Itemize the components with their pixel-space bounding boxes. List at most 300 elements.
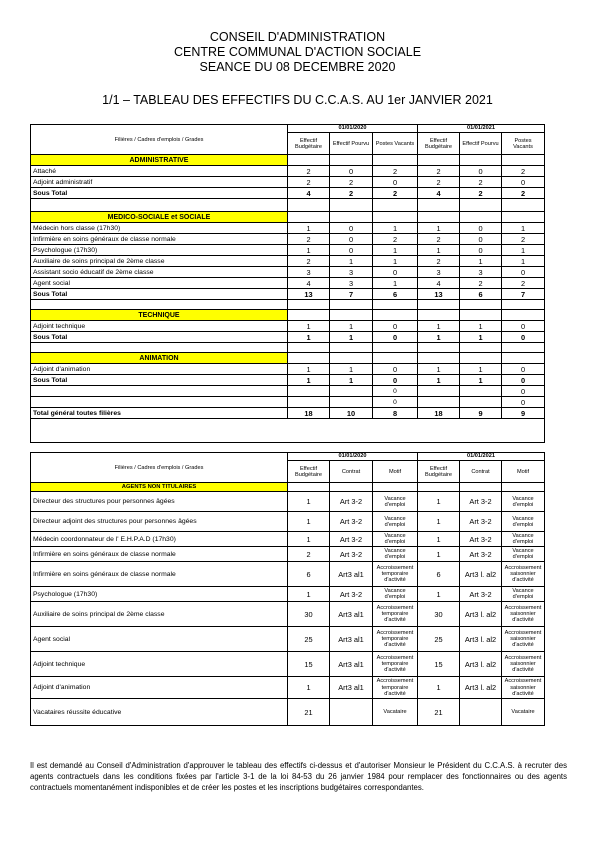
motif-value: Vacance d'emploi bbox=[373, 512, 418, 532]
table-row bbox=[31, 364, 545, 375]
empty-cell bbox=[31, 386, 288, 397]
effectif-value: 15 bbox=[288, 652, 330, 677]
value-cell: 2 bbox=[288, 256, 330, 267]
table-row bbox=[31, 602, 545, 627]
value-cell: 2 bbox=[460, 177, 502, 188]
effectif-value: 6 bbox=[418, 562, 460, 587]
empty-cell bbox=[502, 199, 545, 212]
empty-cell bbox=[502, 353, 545, 364]
value-cell: 1 bbox=[502, 245, 545, 256]
value-cell: 2 bbox=[460, 278, 502, 289]
grade-label: Auxiliaire de soins principal de 2ème classe bbox=[31, 256, 288, 267]
empty-cell bbox=[288, 212, 330, 223]
period-header-row bbox=[31, 125, 545, 133]
motif-value: Vacance d'emploi bbox=[373, 492, 418, 512]
table-row bbox=[31, 532, 545, 547]
empty-cell bbox=[330, 212, 373, 223]
value-cell: 0 bbox=[502, 397, 545, 408]
value-cell: 0 bbox=[373, 177, 418, 188]
table-row bbox=[31, 677, 545, 699]
effectif-value: 1 bbox=[418, 492, 460, 512]
table-row bbox=[31, 166, 545, 177]
motif-value: Vacataire bbox=[502, 699, 545, 726]
subtotal-value: 1 bbox=[460, 375, 502, 386]
empty-cell bbox=[460, 397, 502, 408]
effectif-value: 25 bbox=[288, 627, 330, 652]
period-2021-header: 01/01/2021 bbox=[418, 125, 545, 133]
grade-label: Directeur des structures pour personnes âgées bbox=[31, 492, 288, 512]
grade-label: Infirmière en soins généraux de classe normale bbox=[31, 562, 288, 587]
table-row bbox=[31, 699, 545, 726]
value-cell: 0 bbox=[373, 364, 418, 375]
contrat-value: Art 3-2 bbox=[330, 547, 373, 562]
empty-cell bbox=[288, 155, 330, 166]
total-value: 18 bbox=[418, 408, 460, 419]
empty-cell bbox=[288, 353, 330, 364]
effectif-value: 2 bbox=[288, 547, 330, 562]
value-cell: 2 bbox=[418, 234, 460, 245]
value-cell: 1 bbox=[373, 256, 418, 267]
grade-label: Psychologue (17h30) bbox=[31, 587, 288, 602]
value-cell: 1 bbox=[330, 321, 373, 332]
value-cell: 2 bbox=[373, 234, 418, 245]
motif-header: Motif bbox=[502, 461, 545, 483]
subtotal-value: 13 bbox=[288, 289, 330, 300]
agents-non-titulaires-table bbox=[30, 452, 545, 726]
value-cell: 0 bbox=[330, 223, 373, 234]
grade-label: Adjoint d'animation bbox=[31, 677, 288, 699]
value-cell: 1 bbox=[418, 321, 460, 332]
column-label-header: Filières / Cadres d'emplois / Grades bbox=[31, 125, 288, 155]
approval-paragraph: Il est demandé au Conseil d'Administration d'approuver le tableau des effectifs ci-dessus et d'autoriser Monsieur le Président du C.C.A.S. à recruter des agents contractuels dans les conditions fixées par l'article 3-1 de la loi 84-53 du 26 janvier 1984 pour remplacer des fonctionnaires ou des agents contractuels momentanément indisponibles et de créer les postes et les inscriptions budgétaires correspondantes. bbox=[30, 761, 567, 792]
empty-cell bbox=[418, 386, 460, 397]
empty-cell bbox=[373, 212, 418, 223]
effectif-value: 15 bbox=[418, 652, 460, 677]
subtotal-value: 0 bbox=[373, 332, 418, 343]
grade-label: Médecin coordonnateur de l' E.H.P.A.D (17h30) bbox=[31, 532, 288, 547]
effectifs-table bbox=[30, 124, 545, 443]
value-cell: 2 bbox=[502, 278, 545, 289]
document-subtitle: 1/1 – TABLEAU DES EFFECTIFS DU C.C.A.S. AU 1er JANVIER 2021 bbox=[102, 93, 493, 107]
section-title: MEDICO-SOCIALE et SOCIALE bbox=[31, 212, 288, 223]
grade-label: Directeur adjoint des structures pour personnes âgées bbox=[31, 512, 288, 532]
value-cell: 1 bbox=[288, 223, 330, 234]
grade-label: Infirmière en soins généraux de classe normale bbox=[31, 547, 288, 562]
empty-cell bbox=[288, 397, 330, 408]
value-cell: 3 bbox=[330, 278, 373, 289]
empty-cell bbox=[330, 343, 373, 353]
empty-cell bbox=[288, 343, 330, 353]
subtotal-value: 7 bbox=[330, 289, 373, 300]
motif-value: Accroissement saisonnier d'activité bbox=[502, 602, 545, 627]
subtotal-row bbox=[31, 289, 545, 300]
blank-row bbox=[31, 419, 545, 443]
contrat-value: Art3 al1 bbox=[330, 677, 373, 699]
spacer-row bbox=[31, 343, 545, 353]
value-cell: 2 bbox=[502, 166, 545, 177]
period-2021-header: 01/01/2021 bbox=[418, 453, 545, 461]
motif-value: Vacataire bbox=[373, 699, 418, 726]
empty-cell bbox=[373, 155, 418, 166]
empty-cell bbox=[502, 483, 545, 492]
motif-value: Vacance d'emploi bbox=[502, 532, 545, 547]
empty-cell bbox=[373, 310, 418, 321]
value-cell: 0 bbox=[373, 321, 418, 332]
effectif-value: 1 bbox=[288, 587, 330, 602]
section-header-row bbox=[31, 155, 545, 166]
motif-value: Vacance d'emploi bbox=[373, 547, 418, 562]
motif-header: Motif bbox=[373, 461, 418, 483]
subtotal-row bbox=[31, 375, 545, 386]
subtotal-value: 0 bbox=[502, 375, 545, 386]
value-cell: 0 bbox=[460, 223, 502, 234]
effectif-value: 1 bbox=[418, 547, 460, 562]
grade-label: Agent social bbox=[31, 627, 288, 652]
subtotal-value: 4 bbox=[418, 188, 460, 199]
motif-value: Accroissement temporaire d'activité bbox=[373, 652, 418, 677]
table-row bbox=[31, 547, 545, 562]
empty-cell bbox=[460, 300, 502, 310]
subtotal-value: 0 bbox=[373, 375, 418, 386]
empty-cell bbox=[418, 199, 460, 212]
subtotal-value: 1 bbox=[460, 332, 502, 343]
empty-cell bbox=[418, 155, 460, 166]
empty-cell bbox=[418, 483, 460, 492]
value-cell: 3 bbox=[418, 267, 460, 278]
empty-cell bbox=[31, 343, 288, 353]
empty-cell bbox=[330, 353, 373, 364]
empty-cell bbox=[330, 397, 373, 408]
spacer-row bbox=[31, 199, 545, 212]
empty-cell bbox=[460, 386, 502, 397]
effectif-budgetaire-header: Effectif Budgétaire bbox=[288, 461, 330, 483]
period-2020-header: 01/01/2020 bbox=[288, 125, 418, 133]
empty-cell bbox=[330, 300, 373, 310]
value-cell: 2 bbox=[330, 177, 373, 188]
value-cell: 0 bbox=[330, 245, 373, 256]
effectif-value: 30 bbox=[418, 602, 460, 627]
value-cell: 0 bbox=[330, 234, 373, 245]
value-cell: 0 bbox=[460, 166, 502, 177]
empty-cell bbox=[31, 300, 288, 310]
value-cell: 0 bbox=[502, 267, 545, 278]
empty-cell bbox=[460, 343, 502, 353]
value-cell: 1 bbox=[288, 364, 330, 375]
table-row bbox=[31, 321, 545, 332]
effectif-value: 1 bbox=[418, 532, 460, 547]
motif-value: Vacance d'emploi bbox=[373, 587, 418, 602]
value-cell: 3 bbox=[288, 267, 330, 278]
contrat-value: Art 3-2 bbox=[330, 532, 373, 547]
motif-value: Accroissement saisonnier d'activité bbox=[502, 562, 545, 587]
total-value: 10 bbox=[330, 408, 373, 419]
contrat-value: Art 3-2 bbox=[330, 492, 373, 512]
motif-value: Accroissement saisonnier d'activité bbox=[502, 652, 545, 677]
subtotal-value: 2 bbox=[373, 188, 418, 199]
extra-row bbox=[31, 397, 545, 408]
empty-cell: 0 bbox=[373, 386, 418, 397]
effectif-value: 6 bbox=[288, 562, 330, 587]
contrat-value: Art3 l. al2 bbox=[460, 652, 502, 677]
contrat-value: Art3 al1 bbox=[330, 562, 373, 587]
extra-row bbox=[31, 386, 545, 397]
value-cell: 1 bbox=[502, 256, 545, 267]
table-row bbox=[31, 256, 545, 267]
value-cell: 1 bbox=[502, 223, 545, 234]
value-cell: 4 bbox=[418, 278, 460, 289]
contrat-value: Art3 al1 bbox=[330, 602, 373, 627]
table-row bbox=[31, 278, 545, 289]
section-header-row bbox=[31, 310, 545, 321]
motif-value: Vacance d'emploi bbox=[502, 547, 545, 562]
motif-value: Accroissement saisonnier d'activité bbox=[502, 627, 545, 652]
contrat-value: Art3 al1 bbox=[330, 627, 373, 652]
value-cell: 1 bbox=[288, 245, 330, 256]
contrat-value: Art 3-2 bbox=[330, 587, 373, 602]
period-header-row bbox=[31, 453, 545, 461]
motif-value: Vacance d'emploi bbox=[502, 512, 545, 532]
value-cell: 4 bbox=[288, 278, 330, 289]
subtotal-value: 1 bbox=[418, 332, 460, 343]
table-row bbox=[31, 492, 545, 512]
empty-cell bbox=[31, 419, 545, 443]
empty-cell bbox=[502, 155, 545, 166]
effectif-value: 1 bbox=[418, 677, 460, 699]
value-cell: 2 bbox=[418, 166, 460, 177]
empty-cell bbox=[31, 397, 288, 408]
value-cell: 1 bbox=[460, 364, 502, 375]
subtotal-label: Sous Total bbox=[31, 188, 288, 199]
empty-cell bbox=[330, 155, 373, 166]
effectif-value: 25 bbox=[418, 627, 460, 652]
value-cell: 0 bbox=[460, 245, 502, 256]
subtotal-label: Sous Total bbox=[31, 289, 288, 300]
header-line-2: CENTRE COMMUNAL D'ACTION SOCIALE bbox=[173, 45, 422, 59]
effectif-value: 1 bbox=[418, 587, 460, 602]
table-row bbox=[31, 562, 545, 587]
empty-cell bbox=[288, 386, 330, 397]
subtotal-value: 1 bbox=[288, 332, 330, 343]
table-row bbox=[31, 587, 545, 602]
effectif-value: 1 bbox=[418, 512, 460, 532]
section-title: TECHNIQUE bbox=[31, 310, 288, 321]
value-cell: 1 bbox=[330, 256, 373, 267]
contrat-value: Art 3-2 bbox=[330, 512, 373, 532]
column-label-header: Filières / Cadres d'emplois / Grades bbox=[31, 453, 288, 483]
value-cell: 0 bbox=[460, 234, 502, 245]
grade-label: Vacataires réussite éducative bbox=[31, 699, 288, 726]
empty-cell bbox=[330, 483, 373, 492]
empty-cell bbox=[288, 199, 330, 212]
value-cell: 2 bbox=[288, 166, 330, 177]
table-row bbox=[31, 234, 545, 245]
empty-cell bbox=[373, 199, 418, 212]
value-cell: 1 bbox=[418, 245, 460, 256]
contrat-value: Art3 l. al2 bbox=[460, 677, 502, 699]
total-value: 9 bbox=[460, 408, 502, 419]
empty-cell bbox=[418, 310, 460, 321]
empty-cell bbox=[288, 310, 330, 321]
subtotal-value: 2 bbox=[502, 188, 545, 199]
motif-value: Accroissement saisonnier d'activité bbox=[502, 677, 545, 699]
subtotal-value: 1 bbox=[330, 332, 373, 343]
empty-cell bbox=[288, 300, 330, 310]
contrat-value: Art3 l. al2 bbox=[460, 562, 502, 587]
effectif-pourvu-header: Effectif Pourvu bbox=[460, 133, 502, 155]
effectif-budgetaire-header: Effectif Budgétaire bbox=[418, 133, 460, 155]
subtotal-value: 1 bbox=[330, 375, 373, 386]
motif-value: Accroissement temporaire d'activité bbox=[373, 562, 418, 587]
grade-label: Adjoint technique bbox=[31, 652, 288, 677]
total-value: 8 bbox=[373, 408, 418, 419]
grade-label: Agent social bbox=[31, 278, 288, 289]
empty-cell: 0 bbox=[373, 397, 418, 408]
value-cell: 1 bbox=[418, 223, 460, 234]
value-cell: 2 bbox=[418, 256, 460, 267]
total-label: Total général toutes filières bbox=[31, 408, 288, 419]
subtotal-value: 7 bbox=[502, 289, 545, 300]
value-cell: 1 bbox=[373, 223, 418, 234]
subtotal-value: 2 bbox=[460, 188, 502, 199]
header-line-1: CONSEIL D'ADMINISTRATION bbox=[209, 30, 386, 44]
effectif-value: 1 bbox=[288, 512, 330, 532]
effectif-value: 21 bbox=[288, 699, 330, 726]
empty-cell bbox=[502, 300, 545, 310]
empty-cell bbox=[460, 212, 502, 223]
grade-label: Auxiliaire de soins principal de 2ème classe bbox=[31, 602, 288, 627]
table-row bbox=[31, 267, 545, 278]
grade-label: Médecin hors classe (17h30) bbox=[31, 223, 288, 234]
spacer-row bbox=[31, 300, 545, 310]
value-cell: 2 bbox=[418, 177, 460, 188]
section-title: ADMINISTRATIVE bbox=[31, 155, 288, 166]
value-cell: 2 bbox=[502, 234, 545, 245]
subtotal-label: Sous Total bbox=[31, 332, 288, 343]
empty-cell bbox=[373, 300, 418, 310]
contrat-value: Art3 l. al2 bbox=[460, 627, 502, 652]
subtotal-row bbox=[31, 332, 545, 343]
contrat-value bbox=[330, 699, 373, 726]
value-cell: 1 bbox=[460, 321, 502, 332]
value-cell: 1 bbox=[288, 321, 330, 332]
contrat-value bbox=[460, 699, 502, 726]
subtotal-value: 4 bbox=[288, 188, 330, 199]
value-cell: 0 bbox=[502, 364, 545, 375]
effectif-budgetaire-header: Effectif Budgétaire bbox=[288, 133, 330, 155]
value-cell: 0 bbox=[502, 177, 545, 188]
empty-cell bbox=[418, 343, 460, 353]
grade-label: Psychologue (17h30) bbox=[31, 245, 288, 256]
motif-value: Accroissement temporaire d'activité bbox=[373, 677, 418, 699]
value-cell: 1 bbox=[460, 256, 502, 267]
motif-value: Vacance d'emploi bbox=[502, 587, 545, 602]
value-cell: 2 bbox=[288, 234, 330, 245]
subtotal-value: 1 bbox=[288, 375, 330, 386]
motif-value: Vacance d'emploi bbox=[373, 532, 418, 547]
total-value: 18 bbox=[288, 408, 330, 419]
empty-cell bbox=[460, 483, 502, 492]
table-row bbox=[31, 223, 545, 234]
contrat-header: Contrat bbox=[330, 461, 373, 483]
empty-cell bbox=[460, 310, 502, 321]
empty-cell bbox=[502, 212, 545, 223]
grade-label: Adjoint technique bbox=[31, 321, 288, 332]
subtotal-value: 0 bbox=[502, 332, 545, 343]
value-cell: 3 bbox=[330, 267, 373, 278]
effectif-value: 1 bbox=[288, 677, 330, 699]
empty-cell bbox=[418, 397, 460, 408]
header-line-3: SEANCE DU 08 DECEMBRE 2020 bbox=[199, 60, 396, 74]
section-title: ANIMATION bbox=[31, 353, 288, 364]
section-header-row bbox=[31, 483, 545, 492]
value-cell: 0 bbox=[330, 166, 373, 177]
section-header-row bbox=[31, 212, 545, 223]
table-row bbox=[31, 512, 545, 532]
contrat-value: Art 3-2 bbox=[460, 547, 502, 562]
value-cell: 0 bbox=[373, 267, 418, 278]
contrat-value: Art 3-2 bbox=[460, 587, 502, 602]
empty-cell bbox=[330, 386, 373, 397]
contrat-value: Art 3-2 bbox=[460, 512, 502, 532]
empty-cell bbox=[330, 310, 373, 321]
table-row bbox=[31, 177, 545, 188]
effectif-pourvu-header: Effectif Pourvu bbox=[330, 133, 373, 155]
postes-vacants-header: Postes Vacants bbox=[502, 133, 545, 155]
empty-cell bbox=[502, 343, 545, 353]
total-row bbox=[31, 408, 545, 419]
effectif-value: 21 bbox=[418, 699, 460, 726]
subtotal-row bbox=[31, 188, 545, 199]
grade-label: Adjoint d'animation bbox=[31, 364, 288, 375]
table-row bbox=[31, 627, 545, 652]
empty-cell bbox=[460, 155, 502, 166]
value-cell: 0 bbox=[502, 386, 545, 397]
subtotal-value: 2 bbox=[330, 188, 373, 199]
empty-cell bbox=[31, 199, 288, 212]
postes-vacants-header: Postes Vacants bbox=[373, 133, 418, 155]
grade-label: Infirmière en soins généraux de classe normale bbox=[31, 234, 288, 245]
total-value: 9 bbox=[502, 408, 545, 419]
empty-cell bbox=[460, 353, 502, 364]
empty-cell bbox=[418, 212, 460, 223]
period-2020-header: 01/01/2020 bbox=[288, 453, 418, 461]
empty-cell bbox=[373, 353, 418, 364]
contrat-value: Art3 al1 bbox=[330, 652, 373, 677]
table-row bbox=[31, 245, 545, 256]
effectif-budgetaire-header: Effectif Budgétaire bbox=[418, 461, 460, 483]
grade-label: Attaché bbox=[31, 166, 288, 177]
grade-label: Adjoint administratif bbox=[31, 177, 288, 188]
value-cell: 1 bbox=[373, 245, 418, 256]
subtotal-value: 1 bbox=[418, 375, 460, 386]
effectif-value: 1 bbox=[288, 532, 330, 547]
motif-value: Accroissement temporaire d'activité bbox=[373, 627, 418, 652]
grade-label: Assistant socio éducatif de 2ème classe bbox=[31, 267, 288, 278]
motif-value: Accroissement temporaire d'activité bbox=[373, 602, 418, 627]
empty-cell bbox=[460, 199, 502, 212]
empty-cell bbox=[330, 199, 373, 212]
value-cell: 1 bbox=[418, 364, 460, 375]
subtotal-value: 13 bbox=[418, 289, 460, 300]
value-cell: 0 bbox=[502, 321, 545, 332]
empty-cell bbox=[288, 483, 330, 492]
subtotal-value: 6 bbox=[373, 289, 418, 300]
effectif-value: 30 bbox=[288, 602, 330, 627]
empty-cell bbox=[373, 343, 418, 353]
section-header-row bbox=[31, 353, 545, 364]
contrat-value: Art 3-2 bbox=[460, 492, 502, 512]
motif-value: Vacance d'emploi bbox=[502, 492, 545, 512]
